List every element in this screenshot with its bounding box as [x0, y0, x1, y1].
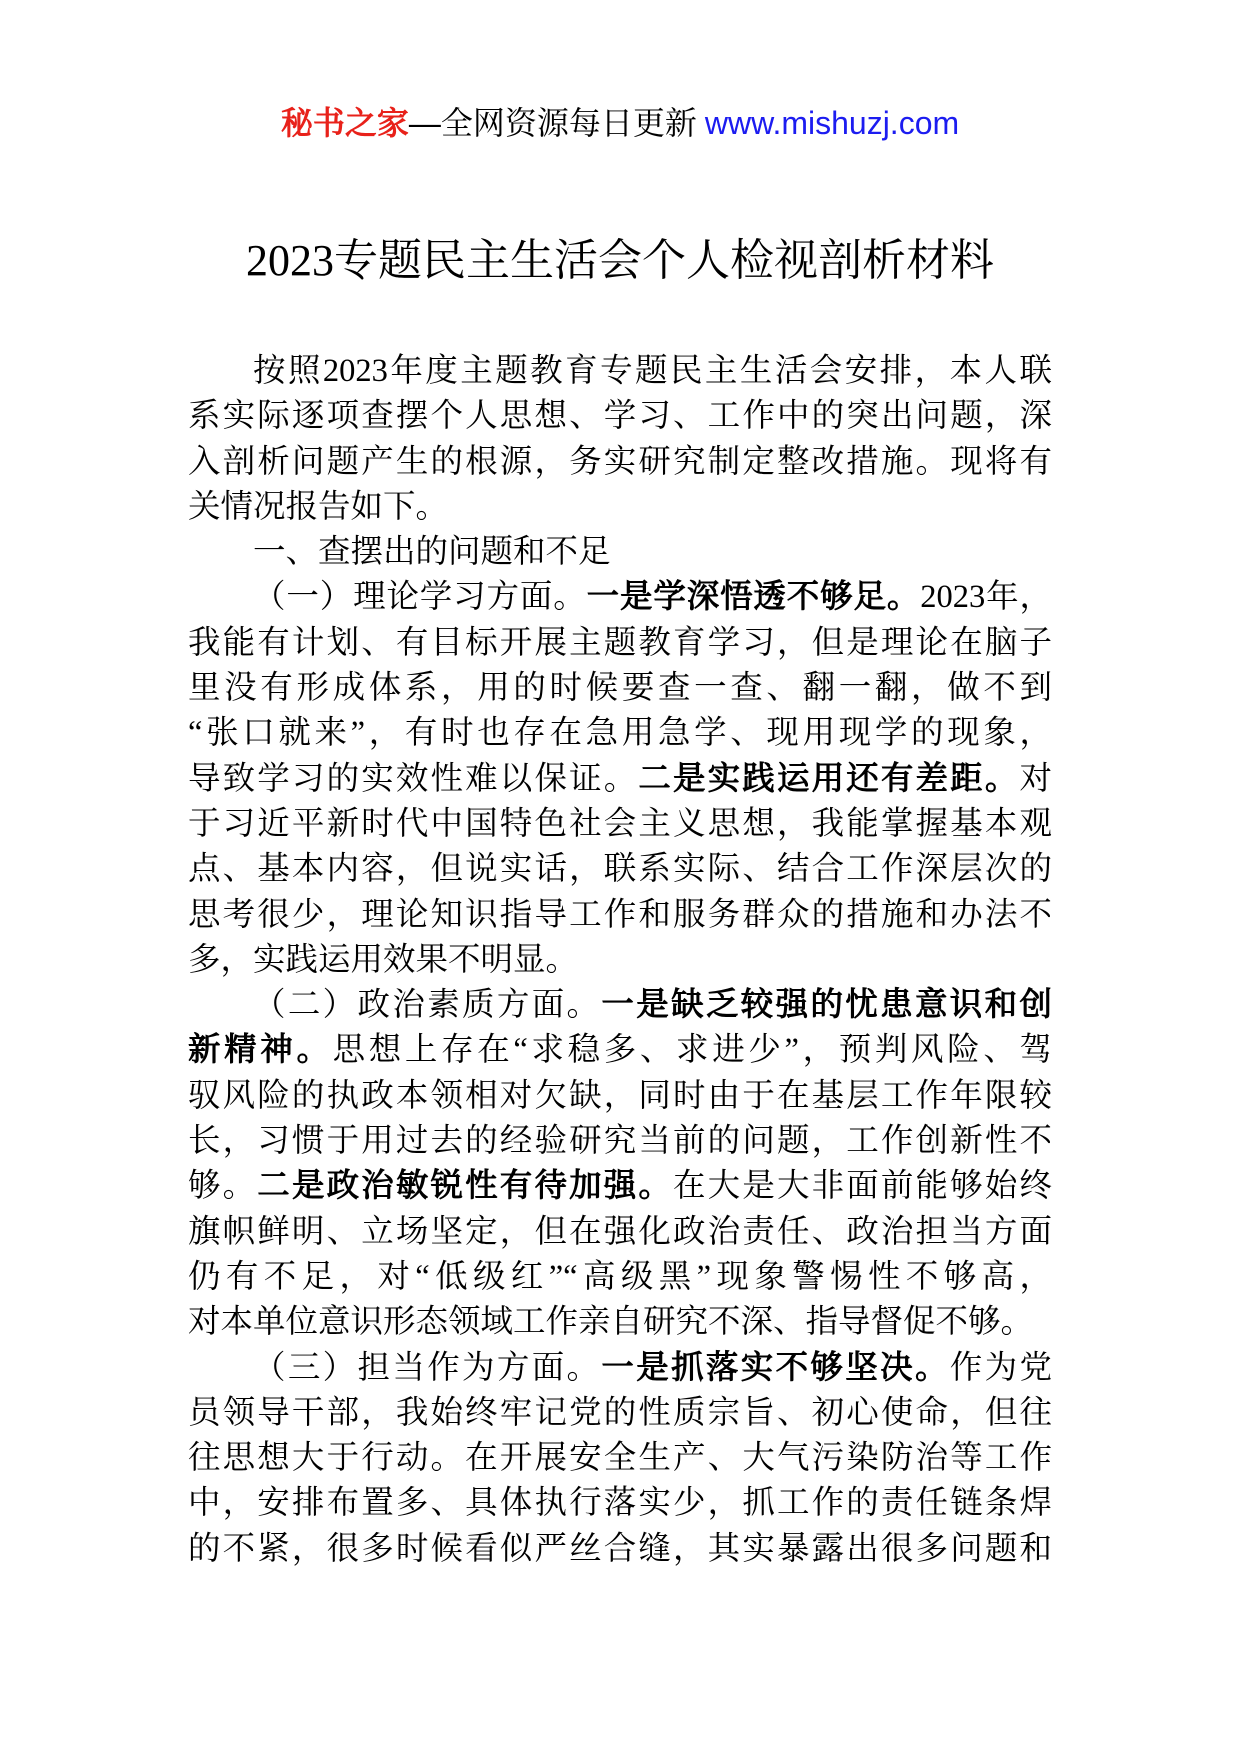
text-line [188, 983, 1052, 1028]
text-run: 2023年， [920, 579, 1052, 616]
text-run: 员领导干部，我始终牢记党的性质宗旨、初心使命，但往 [188, 1394, 1052, 1431]
paragraph [188, 983, 1052, 1345]
site-header [0, 101, 1240, 145]
text-run: 在大是大非面前能够始终 [673, 1168, 1052, 1205]
text-run: 仍有不足，对“低级红”“高级黑”现象警惕性不够高， [188, 1258, 1052, 1295]
text-run: 思考很少，理论知识指导工作和服务群众的措施和办法不 [188, 896, 1052, 933]
text-run: 多，实践运用效果不明显。 [188, 941, 579, 978]
text-line [188, 621, 1052, 666]
text-line [188, 485, 1052, 530]
text-run: 于习近平新时代中国特色社会主义思想，我能掌握基本观 [188, 805, 1052, 842]
text-run: 入剖析问题产生的根源，务实研究制定整改措施。现将有 [188, 443, 1052, 480]
text-line [188, 1119, 1052, 1164]
section-heading [188, 530, 1052, 575]
bold-text: 一是缺乏较强的忧患意识和创 [601, 987, 1052, 1024]
text-line [188, 757, 1052, 802]
text-line [188, 1028, 1052, 1073]
text-run: 中，安排布置多、具体执行落实少，抓工作的责任链条焊 [188, 1485, 1052, 1522]
site-tagline: —全网资源每日更新 [408, 105, 697, 141]
text-line [188, 394, 1052, 439]
site-url-link[interactable]: www.mishuzj.com [704, 105, 960, 141]
text-run: 往思想大于行动。在开展安全生产、大气污染防治等工作 [188, 1440, 1052, 1477]
text-line [188, 575, 1052, 620]
text-run: 旗帜鲜明、立场坚定，但在强化政治责任、政治担当方面 [188, 1213, 1052, 1250]
text-line [188, 1255, 1052, 1300]
text-line [188, 893, 1052, 938]
text-run: （三）担当作为方面。 [253, 1349, 602, 1386]
text-run: 导致学习的实效性难以保证。 [188, 760, 639, 797]
text-run: 驭风险的执政本领相对欠缺，同时由于在基层工作年限较 [188, 1077, 1052, 1114]
text-line [188, 1300, 1052, 1345]
text-line [188, 938, 1052, 983]
bold-text: 二是实践运用还有差距。 [638, 760, 1020, 797]
text-line [188, 1074, 1052, 1119]
text-line [188, 440, 1052, 485]
text-line [188, 1210, 1052, 1255]
document-body [188, 349, 1052, 1572]
text-line [188, 1346, 1052, 1391]
text-line [188, 666, 1052, 711]
text-run: 关情况报告如下。 [188, 488, 449, 525]
bold-text: 二是政治敏锐性有待加强。 [257, 1168, 674, 1205]
text-run: 作为党 [949, 1349, 1052, 1386]
text-line [188, 1481, 1052, 1526]
text-line [188, 530, 1052, 575]
bold-text: 新精神。 [188, 1032, 333, 1069]
text-run: 对 [1019, 760, 1052, 797]
text-run: 的不紧，很多时候看似严丝合缝，其实暴露出很多问题和 [188, 1530, 1052, 1567]
text-line [188, 1527, 1052, 1572]
paragraph [188, 1346, 1052, 1572]
brand-name: 秘书之家 [280, 105, 409, 141]
bold-text: 一是抓落实不够坚决。 [601, 1349, 950, 1386]
text-run: 按照2023年度主题教育专题民主生活会安排，本人联 [253, 353, 1052, 389]
text-run: “张口就来”，有时也存在急用急学、现用现学的现象， [188, 715, 1052, 752]
text-run: 我能有计划、有目标开展主题教育学习，但是理论在脑子 [188, 624, 1052, 661]
text-line [188, 802, 1052, 847]
text-line [188, 1391, 1052, 1436]
text-run: 点、基本内容，但说实话，联系实际、结合工作深层次的 [188, 851, 1052, 888]
text-run: 里没有形成体系，用的时候要查一查、翻一翻，做不到 [188, 670, 1052, 707]
paragraph [188, 575, 1052, 983]
text-line [188, 349, 1052, 394]
text-run: 一、查摆出的问题和不足 [253, 534, 611, 571]
document-title: 2023专题民主生活会个人检视剖析材料 [246, 236, 994, 285]
text-line [188, 1436, 1052, 1481]
text-run: 思想上存在“求稳多、求进少”，预判风险、驾 [332, 1032, 1052, 1069]
text-run: 系实际逐项查摆个人思想、学习、工作中的突出问题，深 [188, 398, 1052, 435]
bold-text: 一是学深悟透不够足。 [586, 579, 921, 616]
paragraph [188, 349, 1052, 530]
text-line [188, 1164, 1052, 1209]
text-run: 对本单位意识形态领域工作亲自研究不深、指导督促不够。 [188, 1304, 1034, 1341]
text-run: （一）理论学习方面。 [253, 579, 587, 616]
text-line [188, 711, 1052, 756]
text-run: 长，习惯于用过去的经验研究当前的问题，工作创新性不 [188, 1123, 1052, 1160]
text-run: （二）政治素质方面。 [253, 987, 602, 1024]
text-run: 够。 [188, 1168, 258, 1205]
text-line [188, 847, 1052, 892]
